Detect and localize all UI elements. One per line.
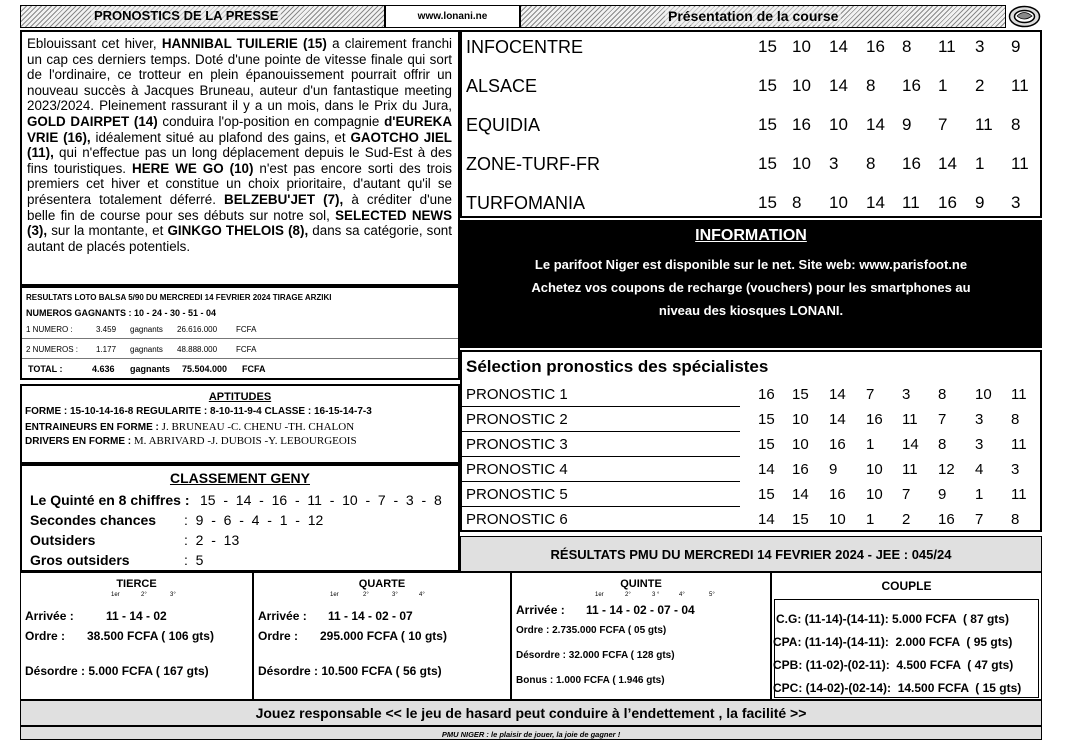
geny-label: Outsiders [30,532,96,548]
source-number: 10 [792,37,811,56]
press-segment: Eblouissant cet hiver, [27,36,162,51]
pronostic-number: 11 [902,411,918,428]
pronostic-number: 14 [758,511,775,528]
source-number: 14 [829,37,848,56]
press-box [20,30,460,286]
pronostic-number: 15 [758,436,775,453]
pronostic-number: 16 [829,486,846,503]
site-box [385,5,520,28]
quinte-arrivee: 11 - 14 - 02 - 07 - 04 [586,603,695,617]
pronostic-number: 10 [866,486,883,503]
pronostic-divider [462,506,740,507]
source-number: 15 [758,115,777,134]
source-number: 15 [758,37,777,56]
couple-box [771,572,1042,700]
pronostic-number: 14 [829,411,846,428]
tierce-ordre-label: Ordre : [25,629,66,643]
site-url: www.lonani.ne [417,11,488,22]
source-number: 10 [829,115,848,134]
quarte-ordre-label: Ordre : [258,629,299,643]
source-number: 9 [902,115,912,134]
quarte-ordre: 295.000 FCFA ( 10 gts) [320,629,447,643]
pronostic-number: 3 [975,436,984,453]
loto-title: RESULTATS LOTO BALSA 5/90 DU MERCREDI 14 FEVRIER 2024 TIRAGE ARZIKI [26,293,332,302]
pronostic-number: 8 [1011,411,1020,428]
header-right-bar [520,5,1006,28]
pronostic-number: 3 [902,386,911,403]
pronostic-divider [462,481,740,482]
quarte-desordre: Désordre : 10.500 FCFA ( 56 gts) [258,664,442,678]
quinte-bonus: Bonus : 1.000 FCFA ( 1.946 gts) [516,675,665,686]
information-box [460,220,1042,348]
pronostic-number: 16 [829,436,846,453]
geny-label: Le Quinté en 8 chiffres : [30,492,190,508]
footer-responsible: Jouez responsable << le jeu de hasard peut conduire à l’endettement , la facilité >> [255,705,807,721]
quinte-desordre: Désordre : 32.000 FCFA ( 128 gts) [516,650,675,661]
source-number: 14 [938,154,957,173]
source-number: 9 [1011,37,1021,56]
pronostic-number: 10 [866,461,883,478]
pronostic-number: 14 [829,386,846,403]
source-number: 2 [975,76,985,95]
pronostic-number: 7 [938,411,947,428]
pronostic-number: 8 [1011,511,1020,528]
press-segment: SELECTED NEWS (3), [27,207,453,239]
pronostic-number: 10 [792,411,809,428]
press-segment: HERE WE GO (10) [132,160,254,176]
source-number: 16 [902,76,921,95]
source-number: 11 [938,37,956,56]
pronostic-name: PRONOSTIC 3 [466,436,568,453]
geny-label: Gros outsiders [30,552,130,568]
press-segment: conduira l'op-position en compagnie [157,113,385,129]
geny-box [20,464,460,572]
results-title-bar [460,536,1042,572]
source-number: 11 [975,115,993,134]
pronostic-number: 15 [792,386,809,403]
source-number: 8 [792,193,802,212]
pronostic-number: 14 [792,486,809,503]
pronostic-divider [462,406,740,407]
pronostic-number: 14 [758,461,775,478]
pronostic-number: 10 [792,436,809,453]
source-number: 7 [938,115,948,134]
press-segment: sur la montante, et [47,223,168,239]
source-number: 1 [938,76,948,95]
source-number: 3 [829,154,839,173]
pronostic-name: PRONOSTIC 1 [466,386,568,403]
press-segment: GINKGO THELOIS (8), [167,223,309,239]
source-name: ZONE-TURF-FR [466,154,600,174]
source-name: INFOCENTRE [466,37,583,57]
press-segment: idéalement situé au plafond des gains, et [90,129,351,145]
source-number: 15 [758,193,777,212]
pronostic-number: 2 [902,511,911,528]
couple-row: CPA: (11-14)-(14-11): 2.000 FCFA ( 95 gts) [773,635,1013,649]
press-segment: d'EUREKA VRIE (16), [27,113,452,145]
pronostic-number: 4 [975,461,984,478]
source-number: 14 [866,193,885,212]
quinte-title: QUINTE [620,578,662,590]
source-number: 8 [866,154,876,173]
source-number: 16 [902,154,921,173]
press-segment: BELZEBU'JET (7), [224,191,344,207]
pronostic-number: 9 [938,486,947,503]
source-number: 11 [1011,76,1029,95]
aptitudes-title: APTITUDES [208,391,272,403]
quarte-arrivee-label: Arrivée : [258,609,307,623]
sources-box [460,30,1042,218]
couple-row: C.G: (11-14)-(14-11): 5.000 FCFA ( 87 gts) [776,612,1009,626]
pronostic-number: 1 [866,511,875,528]
footer-slogan: PMU NIGER : le plaisir de jouer, la joie de gagner ! [441,730,621,739]
course-title: Présentation de la course [665,7,841,25]
loto-divider-1 [22,338,458,339]
source-number: 10 [792,76,811,95]
pronostic-number: 15 [792,511,809,528]
aptitudes-entraineurs: ENTRAINEURS EN FORME : J. BRUNEAU -C. CHENU -TH. CHALON [25,421,355,433]
press-segment: GOLD DAIRPET (14) [27,113,158,129]
pronostic-name: PRONOSTIC 6 [466,511,568,528]
tierce-box: TIERCE 1er 2° 3° Arrivée : 11 - 14 - 02 Ordre : 38.500 FCFA ( 106 gts) Désordre : 5.000 FCFA ( 167 gts) [20,572,253,700]
pronostic-number: 12 [938,461,955,478]
geny-title: CLASSEMENT GENY [169,470,310,486]
source-number: 9 [975,193,985,212]
pronostic-number: 11 [902,461,918,478]
tierce-title: TIERCE [116,578,157,590]
couple-title: COUPLE [881,579,932,593]
press-segment: à créditer d'une belle fin de course pour ses débuts sur notre sol, [27,191,452,223]
pronostic-number: 7 [975,511,984,528]
source-number: 14 [829,76,848,95]
pronostic-name: PRONOSTIC 2 [466,411,568,428]
loto-box: RESULTATS LOTO BALSA 5/90 DU MERCREDI 14 FEVRIER 2024 TIRAGE ARZIKI NUMEROS GAGNANTS : 10 - 24 - 30 - 51 - 04 1 NUMERO : 3.459 gagnants 26.616.000 FCFA 2 NUMEROS : 1.177 gagnants 48.888.000 FCFA TOTAL : 4.636 gagnants 75.504.000 FCFA [20,286,460,380]
pronostic-number: 1 [866,436,875,453]
couple-row: CPC: (14-02)-(02-14): 14.500 FCFA ( 15 gts) [773,681,1022,695]
press-segment: qui n'effectue pas un long déplacement depuis le Sud-Est à des fins touristiques. [27,145,452,176]
press-text [22,32,458,254]
quinte-ordre: Ordre : 2.735.000 FCFA ( 05 gts) [516,625,667,636]
source-number: 14 [866,115,885,134]
geny-value: : 5 [184,552,204,568]
information-line-3: niveau des kiosques LONANI. [658,303,844,318]
tierce-arrivee-label: Arrivée : [25,609,74,623]
lonani-logo-icon [1008,5,1041,28]
quarte-box: QUARTE 1er 2° 3° 4° Arrivée : 11 - 14 - 02 - 07 Ordre : 295.000 FCFA ( 10 gts) Désordre : 10.500 FCFA ( 56 gts) [253,572,511,700]
pronostic-number: 8 [938,386,947,403]
pronostic-number: 8 [938,436,947,453]
source-number: 16 [792,115,811,134]
tierce-ordre: 38.500 FCFA ( 106 gts) [87,629,214,643]
results-title: RÉSULTATS PMU DU MERCREDI 14 FEVRIER 2024 - JEE : 045/24 [550,547,952,562]
pronostic-number: 11 [1011,436,1027,453]
geny-label: Secondes chances [30,512,157,528]
information-line-1: Le parifoot Niger est disponible sur le net. Site web: www.parisfoot.ne [534,257,968,272]
geny-value: : 2 - 13 [184,532,240,548]
source-number: 3 [1011,193,1021,212]
source-number: 11 [902,193,920,212]
pronostic-number: 15 [758,486,775,503]
information-title: INFORMATION [695,227,807,244]
loto-numbers: NUMEROS GAGNANTS : 10 - 24 - 30 - 51 - 04 [26,308,217,318]
footer-slogan-bar [20,726,1042,740]
selection-title: Sélection pronostics des spécialistes [466,357,769,376]
source-number: 1 [975,154,985,173]
press-title: PRONOSTICS DE LA PRESSE [91,7,281,25]
quarte-title: QUARTE [358,578,406,590]
source-number: 10 [829,193,848,212]
press-segment: dans sa catégorie, sont autant de placés potentiels. [27,223,452,254]
pronostic-number: 15 [758,411,775,428]
press-segment: n'est pas encore sorti des trois premiers cet hiver et constitue un choix prioritaire, d'autant qu'il se présentera totalement déferré. [27,160,452,207]
pronostic-number: 16 [938,511,955,528]
source-number: 15 [758,154,777,173]
loto-divider-2 [22,358,458,359]
source-number: 11 [1011,154,1029,173]
source-number: 3 [975,37,985,56]
source-number: 16 [938,193,957,212]
aptitudes-drivers: DRIVERS EN FORME : M. ABRIVARD -J. DUBOIS -Y. LEBOURGEOIS [25,435,357,447]
quinte-arrivee-label: Arrivée : [516,603,565,617]
lonani-logo [1008,5,1041,28]
source-number: 8 [866,76,876,95]
pronostic-number: 7 [902,486,911,503]
pronostic-number: 10 [975,386,992,403]
pronostic-number: 9 [829,461,838,478]
information-line-2: Achetez vos coupons de recharge (vouchers) pour les smartphones au [531,280,971,295]
source-number: 16 [866,37,885,56]
header-left-bar [20,5,385,28]
tierce-desordre: Désordre : 5.000 FCFA ( 167 gts) [25,664,209,678]
quinte-box: QUINTE 1er 2° 3 ° 4° 5° Arrivée : 11 - 14 - 02 - 07 - 04 Ordre : 2.735.000 FCFA ( 05 gts) Désordre : 32.000 FCFA ( 128 gts) Bonus : 1.000 FCFA ( 1.946 gts) [511,572,771,700]
pronostic-number: 7 [866,386,875,403]
press-segment: a clairement franchi un cap ces derniers temps. Doté d'une pointe de vitesse finale qui sort de l'ordinaire, ce trotteur en plein épanouissement pourrait offrir un nouveau succès à Jacques Bruneau, auteur d'un fantastique meeting 2023/2024. Pleinement rassurant il y a un mois, dans le Prix du Jura, [27,36,452,114]
tierce-arrivee: 11 - 14 - 02 [106,609,167,623]
pronostic-number: 16 [792,461,809,478]
selection-box [460,350,1042,532]
aptitudes-box [20,384,460,464]
footer-responsible-bar [20,700,1042,726]
pronostic-name: PRONOSTIC 5 [466,486,568,503]
pronostic-divider [462,456,740,457]
pronostic-number: 11 [1011,386,1027,403]
pronostic-number: 16 [866,411,883,428]
pronostic-number: 11 [1011,486,1027,503]
pronostic-name: PRONOSTIC 4 [466,461,568,478]
pronostic-number: 14 [902,436,919,453]
source-number: 8 [1011,115,1021,134]
geny-value: : 9 - 6 - 4 - 1 - 12 [184,512,324,528]
pronostic-number: 16 [758,386,775,403]
pronostic-number: 3 [1011,461,1020,478]
pronostic-number: 1 [975,486,984,503]
pronostic-number: 10 [829,511,846,528]
source-number: 8 [902,37,912,56]
aptitudes-forme: FORME : 15-10-14-16-8 REGULARITE : 8-10-11-9-4 CLASSE : 16-15-14-7-3 [25,406,372,417]
quarte-arrivee: 11 - 14 - 02 - 07 [328,609,413,623]
geny-value: 15 - 14 - 16 - 11 - 10 - 7 - 3 - 8 [200,492,442,508]
source-name: ALSACE [466,76,538,96]
source-name: TURFOMANIA [466,193,585,213]
source-name: EQUIDIA [466,115,541,135]
pronostic-number: 3 [975,411,984,428]
source-number: 15 [758,76,777,95]
press-segment: GAOTCHO JIEL (11), [27,129,452,161]
source-number: 10 [792,154,811,173]
couple-row: CPB: (11-02)-(02-11): 4.500 FCFA ( 47 gts) [773,658,1014,672]
press-segment: HANNIBAL TUILERIE (15) [161,36,327,51]
pronostic-divider [462,431,740,432]
